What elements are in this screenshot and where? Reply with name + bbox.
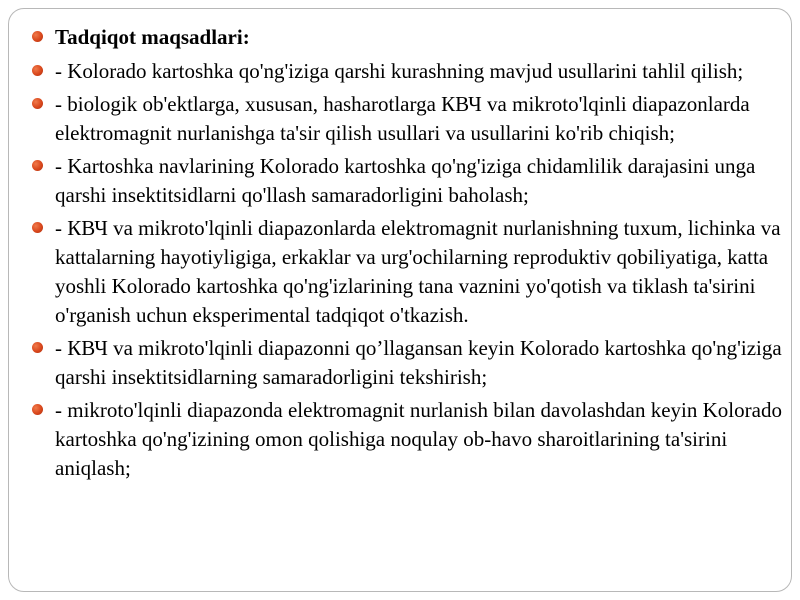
bullet-dot-icon: [32, 404, 43, 415]
bullet-text: - mikroto'lqinli diapazonda elektromagnit nurlanish bilan davolashdan keyin Kolorado kartoshka qo'ng'izining omon qolishiga noqulay ob-havo sharoitlarining ta'sirini aniqlash;: [55, 398, 782, 480]
bullet-text: - КВЧ va mikroto'lqinli diapazonni qo’llagansan keyin Kolorado kartoshka qo'ng'iziga qarshi insektitsidlarning samaradorligini tekshirish;: [55, 336, 782, 389]
bullet-text: - Kartoshka navlarining Kolorado kartoshka qo'ng'iziga chidamlilik darajasini unga qarshi insektitsidlarni qo'llash samaradorligini baholash;: [55, 154, 756, 207]
list-item: [31, 152, 791, 210]
bullet-dot-icon: [32, 342, 43, 353]
bullet-text: Tadqiqot maqsadlari:: [55, 25, 250, 49]
bullet-dot-icon: [32, 31, 43, 42]
bullet-dot-icon: [32, 222, 43, 233]
bullet-text: - КВЧ va mikroto'lqinli diapazonlarda elektromagnit nurlanishning tuxum, lichinka va kattalarning hayotiyligiga, erkaklar va urg'ochilarning reproduktiv qobiliyatiga, katta yoshli Kolorado kartoshka qo'ng'izlarining tana vaznini yo'qotish va tiklash ta'sirini o'rganish uchun eksperimental tadqiqot o'tkazish.: [55, 216, 781, 327]
list-item: [31, 334, 791, 392]
slide-frame: [8, 8, 792, 592]
bullet-dot-icon: [32, 98, 43, 109]
list-item: [31, 90, 791, 148]
list-item: [31, 214, 791, 330]
bullet-text: - Kolorado kartoshka qo'ng'iziga qarshi kurashning mavjud usullarini tahlil qilish;: [55, 59, 744, 83]
objectives-list: [31, 23, 791, 487]
bullet-dot-icon: [32, 160, 43, 171]
bullet-dot-icon: [32, 65, 43, 76]
list-item: [31, 57, 791, 86]
list-item: [31, 396, 791, 483]
objectives-heading: [31, 23, 791, 52]
bullet-text: - biologik ob'ektlarga, xususan, hasharotlarga КВЧ va mikroto'lqinli diapazonlarda elektromagnit nurlanishga ta'sir qilish usullari va usullarini ko'rib chiqish;: [55, 92, 750, 145]
